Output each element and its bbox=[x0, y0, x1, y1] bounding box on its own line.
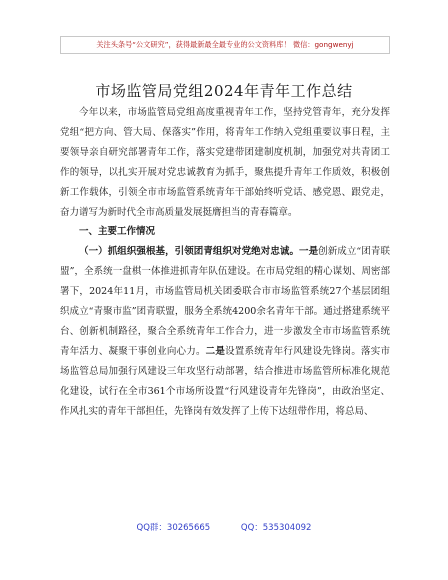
qq-group: QQ群：30265665 bbox=[136, 523, 211, 533]
point-one-marker: 一是 bbox=[299, 246, 319, 258]
document-title: 市场监管局党组2024年青年工作总结 bbox=[95, 82, 353, 100]
document-body bbox=[60, 103, 390, 422]
subsection-text-part2: 设置系统青年行风建设先锋岗。落实市场监管总局加强行风建设三年攻坚行动部署，结合推进市场监管所标准化规范化建设，试行在全市361个市场所设置“行风建设青年先锋岗”，由政治坚定、作风扎实的青年干部担任，先锋岗有效发挥了上传下达纽带作用，将总局、 bbox=[60, 345, 390, 417]
qq-contact: QQ：535304092 bbox=[240, 523, 312, 533]
top-banner: 关注头条号“公文研究”，获得最新最全最专业的公文资料库！ 微信：gongwenyj bbox=[60, 36, 390, 54]
subsection-lead: （一）抓组织强根基，引领团青组织对党绝对忠诚。 bbox=[79, 246, 300, 258]
section-heading: 一、主要工作情况 bbox=[79, 226, 156, 238]
page-footer bbox=[0, 521, 448, 533]
intro-paragraph: 今年以来，市场监管局党组高度重视青年工作，坚持党管青年，充分发挥党组“把方向、管大局、保落实”作用，将青年工作纳入党组重要议事日程，主要领导亲自研究部署青年工作，落实党建带团建制度机制，加强党对共青团工作的领导，以扎实开展对党忠诚教育为抓手，聚焦提升青年工作质效，积极创新工作载体，引领全市市场监管系统青年干部始终听党话、感党恩、跟党走，奋力谱写为新时代全市高质量发展挺膺担当的青春篇章。 bbox=[60, 107, 390, 218]
subsection-paragraph bbox=[60, 242, 390, 421]
subsection-text-part1: 创新成立“团青联盟”，全系统一盘棋一体推进抓青年队伍建设。在市局党组的精心谋划、周密部署下，2024年11月，市场监管局机关团委联合市市场监管系统27个基层团组织成立“青聚市监”团青联盟，服务全系统4200余名青年干部。通过搭建系统平台、创新机制路径，聚合全系统青年工作合力，进一步激发全市市场监管系统青年活力、凝聚干事创业向心力。 bbox=[60, 246, 390, 357]
point-two-marker: 二是 bbox=[205, 345, 226, 357]
